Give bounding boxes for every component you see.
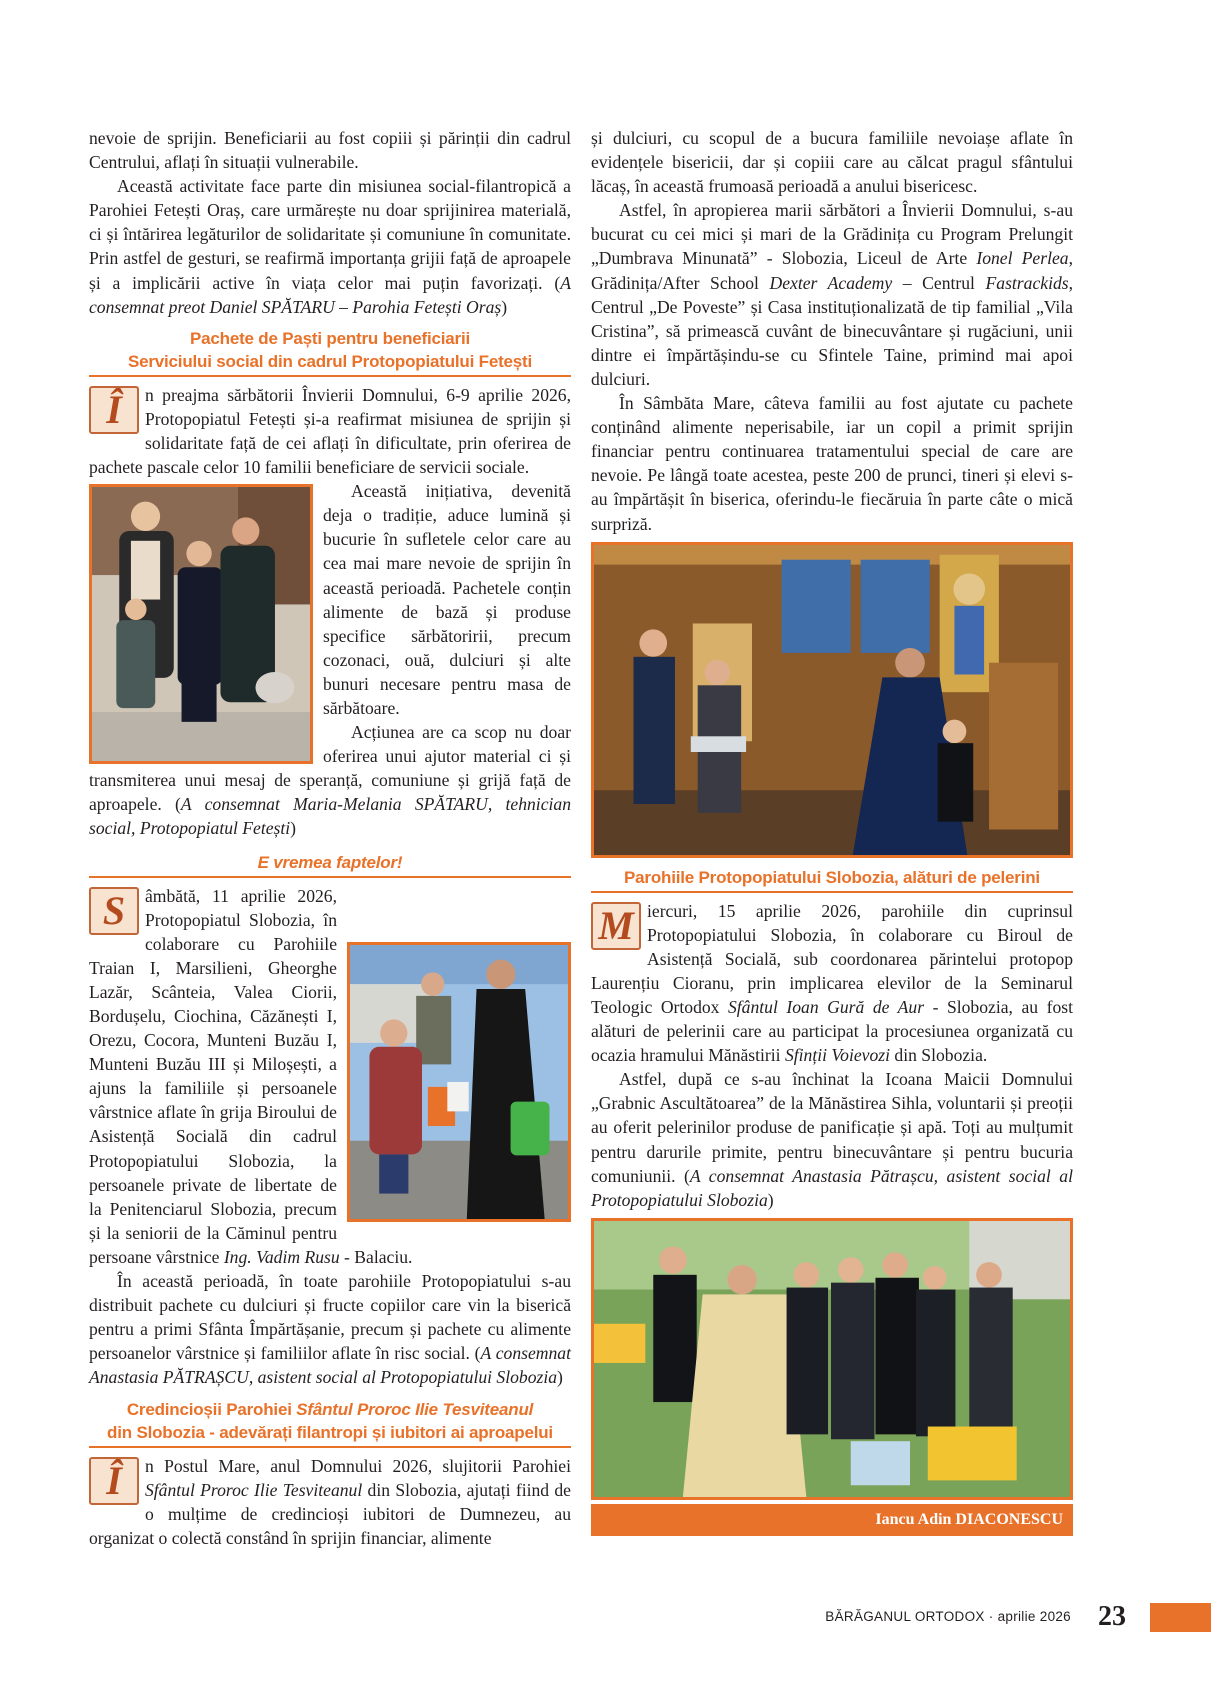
paragraph: Această activitate face parte din misiunea social-filantropică a Parohiei Fetești Oraș, care urmărește nu doar sprijinirea materială, ci și întărirea legăturilor de solidaritate și comuniune în comunitate. Prin astfel de gesturi, se reafirmă importanța grijii față de aproapele și a implicării active în viața celor mai puțin favorizați. (A consemnat preot Daniel SPĂTARU – Parohia Fetești Oraș) <box>89 176 571 317</box>
signature: A consemnat Anastasia PĂTRAȘCU, asistent social al Protopopiatului Slobozia <box>89 1343 571 1388</box>
signature: A consemnat Anastasia Pătrașcu, asistent social al Protopopiatului Slobozia <box>591 1165 1073 1210</box>
photo-family-easter-packages <box>89 484 313 764</box>
signature: A consemnat preot Daniel SPĂTARU – Parohia Fetești Oraș <box>89 272 571 317</box>
paragraph: Î n preajma sărbătorii Învierii Domnului, 6-9 aprilie 2026, Protopopiatul Fetești și-a reafirmat misiunea de sprijin și solidaritate față de cei aflați în dificultate, prin oferirea de pachete pascale celor 10 familii beneficiare de servicii sociale. <box>89 384 571 478</box>
article-heading: E vremea faptelor! <box>89 851 571 878</box>
photo-pilgrims-volunteers <box>591 1218 1073 1500</box>
paragraph: Î n Postul Mare, anul Domnului 2026, slujitorii Parohiei Sfântul Proroc Ilie Tesviteanul din Slobozia, ajutați fiind de o mulțime de credincioși iubitori de Dumnezeu, au organizat o colectă constând în sprijin financiar, alimente <box>89 1455 571 1548</box>
paragraph: S âmbătă, 11 aprilie 2026, Protopopiatul Slobozia, în colaborare cu Parohiile Traian I, Marsilieni, Gheorghe Lazăr, Scânteia, Valea Ciorii, Bordușelu, Ciochina, Căzănești I, Orezu, Cocora, Munteni Buzău I, Munteni Buzău III și Miloșești, a ajuns la familiile și persoanele vârstnice aflate în grija Biroului de Asistență Socială din cadrul Protopopiatului Slobozia, la persoanele private de libertate de la Penitenciarul Slobozia, precum și la seniorii de la Căminul pentru persoane vârstnice Ing. Vadim Rusu - Balaciu. <box>89 885 413 1267</box>
paragraph: M iercuri, 15 aprilie 2026, parohiile din cuprinsul Protopopiatului Slobozia, în colaborare cu Biroul de Asistență Socială, sub coordonarea părintelui protopop Laurențiu Cioranu, prin implicarea elevilor de la Seminarul Teologic Ortodox Sfântul Ioan Gură de Aur - Slobozia, au fost alături de pelerinii care au participat la procesiunea organizată cu ocazia hramului Mănăstirii Sfinții Voievozi din Slobozia. <box>591 900 1073 1066</box>
paragraph: și dulciuri, cu scopul de a bucura familiile nevoiașe aflate în evidențele bisericii, dar și copiii care au călcat pragul sfântului lăcaș, în această frumoasă perioadă a anului bisericesc. <box>591 128 1073 197</box>
right-column <box>591 126 1073 1536</box>
footer-accent-bar <box>1150 1603 1211 1632</box>
drop-cap: Î <box>89 1457 139 1505</box>
paragraph: În această perioadă, în toate parohiile Protopopiatului s-au distribuit pachete cu dulciuri și fructe copiilor care vin la biserică pentru a primi Sfânta Împărtășanie, precum și pachete cu alimente persoanelor vârstnice și familiilor aflate în risc social. (A consemnat Anastasia PĂTRAȘCU, asistent social al Protopopiatului Slobozia) <box>89 1271 571 1388</box>
paragraph: nevoie de sprijin. Beneficiarii au fost copiii și părinții din cadrul Centrului, aflați în situații vulnerabile. <box>89 128 571 173</box>
paragraph: Acțiunea are ca scop nu doar oferirea unui ajutor material ci și transmiterea unui mesaj de speranță, comuniune și grijă față de aproapele. (A consemnat Maria-Melania SPĂTARU, tehnician social, Protopopiatul Fetești) <box>89 722 571 839</box>
article-heading: Parohiile Protopopiatului Slobozia, alături de pelerini <box>591 866 1073 893</box>
page-number: 23 <box>1098 1601 1126 1632</box>
paragraph: Astfel, în apropierea marii sărbători a Învierii Domnului, s-au bucurat cu cei mici și mari de la Grădinița cu Program Prelungit „Dumbrava Minunată” - Slobozia, Liceul de Arte Ionel Perlea, Grădinița/After School Dexter Academy – Centrul Fastrackids, Centrul „De Poveste” și Casa instituționalizată de tip familial „Vila Cristina”, să primească cuvânt de binecuvântare și rugăciuni, unii dintre ei împărtășindu-se cu Sfintele Taine, primind mai apoi dulciuri. <box>591 200 1074 389</box>
page-footer <box>0 1603 1211 1633</box>
drop-cap: S <box>89 887 139 935</box>
left-column <box>89 126 571 1550</box>
article-heading: Pachete de Paști pentru beneficiarii Serviciului social din cadrul Protopopiatului Fetești <box>89 327 571 377</box>
article-heading: Credincioșii Parohiei Sfântul Proroc Ilie Tesviteanul din Slobozia - adevărați filantropi și iubitori ai aproapelui <box>89 1398 571 1448</box>
publication-info: BĂRĂGANUL ORTODOX · aprilie 2026 <box>825 1609 1071 1624</box>
paragraph: În Sâmbăta Mare, câteva familii au fost ajutate cu pachete conținând alimente neperisabile, iar un copil a primit sprijin financiar pentru continuarea tratamentului special de care are nevoie. Pe lângă toate acestea, peste 200 de prunci, tineri și elevi s-au împărtășit în biserica, oferindu-le fiecăruia în parte câte o mică surpriză. <box>591 393 1073 534</box>
photo-priest-elderly-woman <box>347 942 571 1222</box>
drop-cap: M <box>591 902 641 950</box>
author-credit: Iancu Adin DIACONESCU <box>591 1504 1073 1536</box>
drop-cap: Î <box>89 386 139 434</box>
paragraph: Astfel, după ce s-au închinat la Icoana Maicii Domnului „Grabnic Ascultătoarea” de la Mănăstirea Sihla, voluntarii și preoții au oferit pelerinilor produse de panificație și apă. Toți au mulțumit pentru darurile primite, pentru binecuvântare și pentru bucuria comuniunii. (A consemnat Anastasia Pătrașcu, asistent social al Protopopiatului Slobozia) <box>591 1069 1073 1210</box>
paragraph: Această inițiativa, devenită deja o tradiție, aduce lumină și bucurie în sufletele celor care au cea mai mare nevoie de sprijin în această perioadă. Pachetele conțin alimente de bază și produse specifice sărbătoririi, precum cozonaci, ouă, dulciuri și alte bunuri necesare pentru masa de sărbătoare. <box>323 481 571 718</box>
photo-church-blessing <box>591 542 1073 858</box>
signature: A consemnat Maria-Melania SPĂTARU, tehnician social, Protopopiatul Fetești <box>89 794 571 839</box>
